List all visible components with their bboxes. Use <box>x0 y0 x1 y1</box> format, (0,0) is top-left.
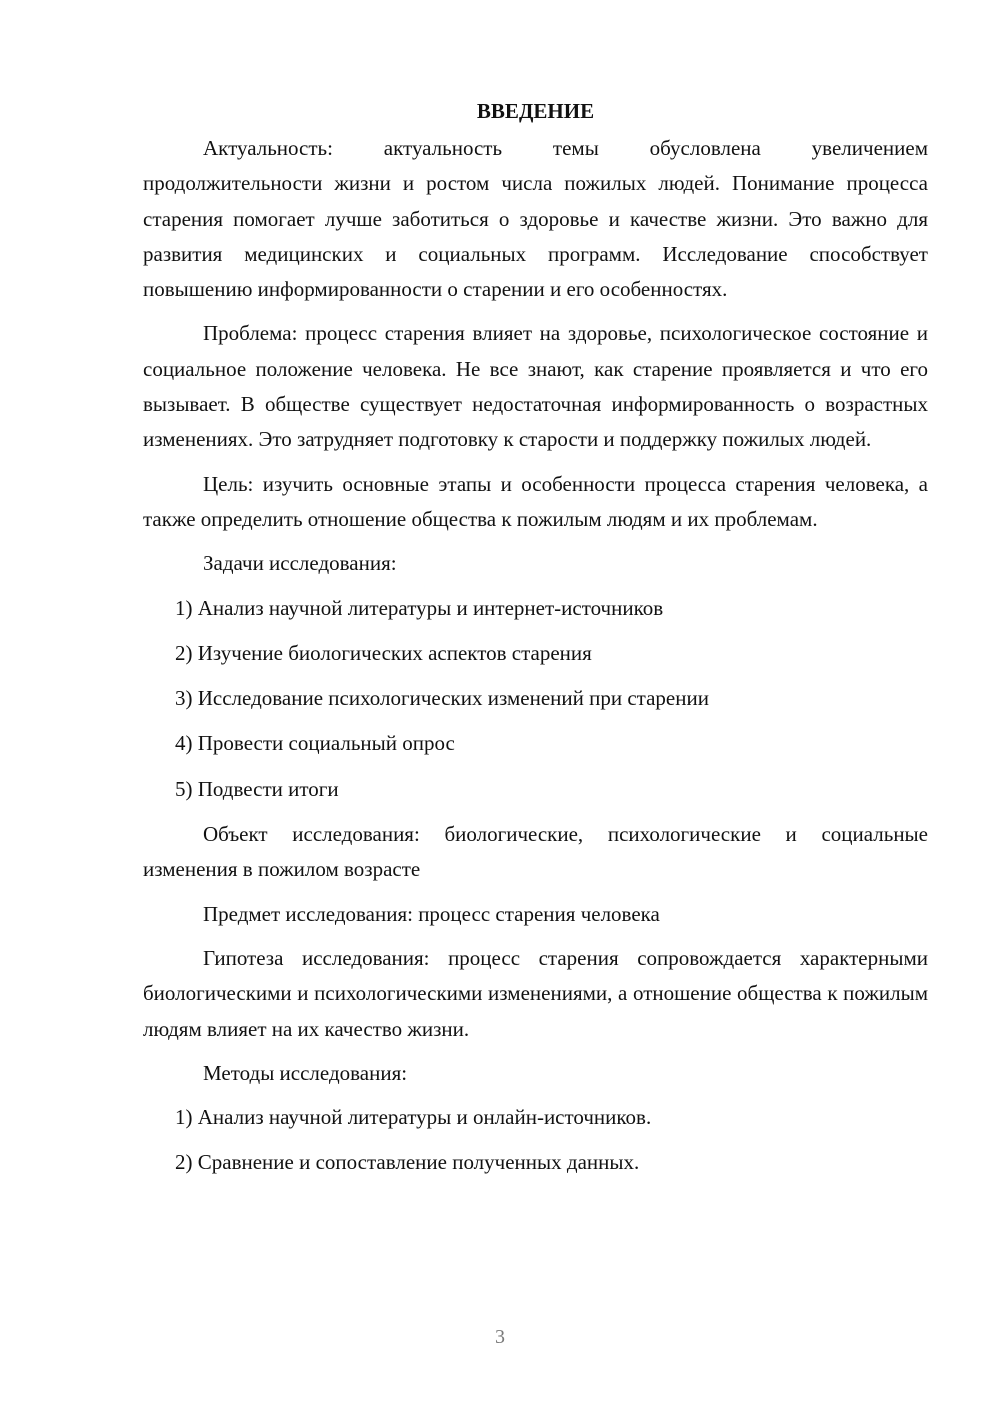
goal-paragraph: Цель: изучить основные этапы и особенности процесса старения человека, а также определить отношение общества к пожилым людям и их проблемам. <box>143 471 928 531</box>
methods-list <box>143 1100 928 1181</box>
methods-heading: Методы исследования: <box>203 1060 408 1085</box>
relevance-paragraph: Актуальность: актуальность темы обусловлена увеличением продолжительности жизни и ростом числа пожилых людей. Понимание процесса старения помогает лучше заботиться о здоровье и качестве жизни. Это важно для развития медицинских и социальных программ. Исследование способствует повышению информированности о старении и его особенностях. <box>143 136 928 302</box>
subject-paragraph: Предмет исследования: процесс старения человека <box>203 901 660 926</box>
list-item: 2) Изучение биологических аспектов старения <box>175 640 592 665</box>
tasks-heading: Задачи исследования: <box>203 551 397 576</box>
list-item: 2) Сравнение и сопоставление полученных данных. <box>175 1150 640 1175</box>
hypothesis-paragraph: Гипотеза исследования: процесс старения сопровождается характерными биологическими и психологическими изменениями, а отношение общества к пожилым людям влияет на их качество жизни. <box>143 945 928 1041</box>
list-item: 4) Провести социальный опрос <box>175 731 455 756</box>
list-item: 3) Исследование психологических изменений при старении <box>175 686 709 711</box>
list-item: 1) Анализ научной литературы и онлайн-источников. <box>175 1105 652 1130</box>
document-page <box>143 94 928 1191</box>
page-number: 3 <box>495 1326 505 1348</box>
tasks-list <box>143 591 928 807</box>
list-item: 1) Анализ научной литературы и интернет-источников <box>175 595 664 620</box>
problem-paragraph: Проблема: процесс старения влияет на здоровье, психологическое состояние и социальное положение человека. Не все знают, как старение проявляется и что его вызывает. В обществе существует недостаточная информированность о возрастных изменениях. Это затрудняет подготовку к старости и поддержку пожилых людей. <box>143 321 928 452</box>
page-title: ВВЕДЕНИЕ <box>476 99 595 123</box>
list-item: 5) Подвести итоги <box>175 776 339 801</box>
object-paragraph: Объект исследования: биологические, психологические и социальные изменения в пожилом возрасте <box>143 822 928 882</box>
